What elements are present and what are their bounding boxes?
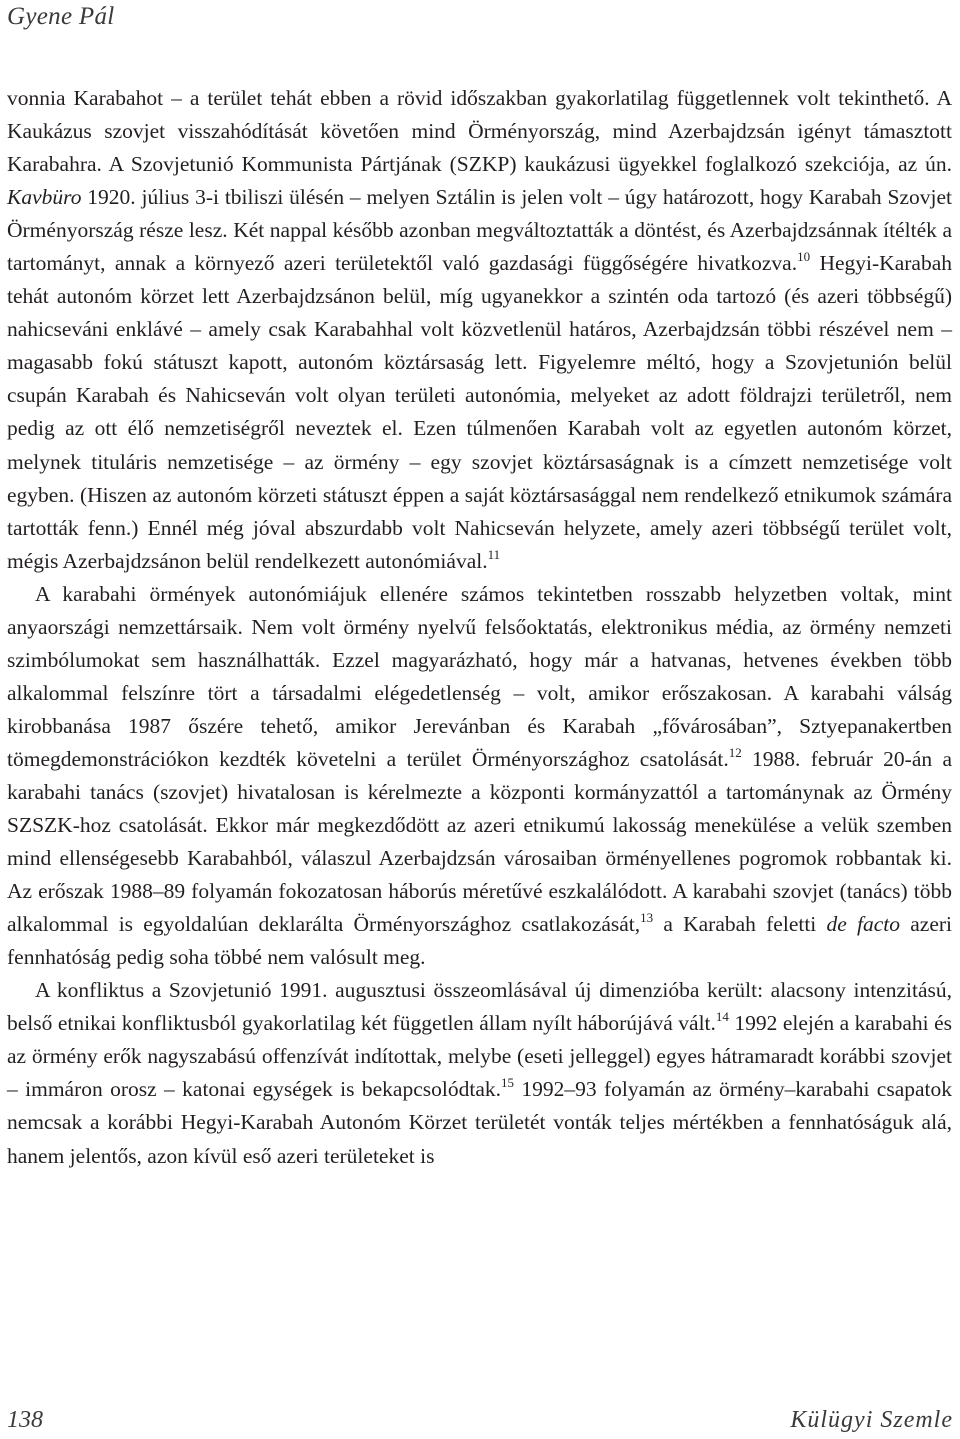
text-run: 1988. február 20-án a karabahi tanács (szovjet) hivatalosan is kérelmezte a központi kormányzattól a tartománynak az Örmény SZSZK-hoz csatolását. Ekkor már megkezdődött az azeri etnikumú lakosság menekülése a velük szemben mind ellenségesebb Karabahból, válaszul Azerbajdzsán városaiban örményellenes pogromok robbantak ki. Az erőszak 1988–89 folyamán fokozatosan háborús méretűvé eszkalálódott. A karabahi szovjet (tanács) több alkalommal is egyoldalúan deklarálta Örményországhoz csatlakozását, bbox=[7, 746, 953, 937]
text-run: a Karabah feletti bbox=[653, 912, 827, 937]
footnote-ref: 12 bbox=[728, 744, 742, 760]
paragraph-2 bbox=[7, 578, 952, 975]
page-number: 138 bbox=[7, 1407, 43, 1433]
text-run: Hegyi-Karabah tehát autonóm körzet lett Azerbajdzsánon belül, míg ugyanekkor a szintén oda tartozó (és azeri többségű) nahicseváni enklávé – amely csak Karabahhal volt közvetlenül határos, Azerbajdzsán többi részével nem – magasabb fokú státuszt kapott, autonóm köztársaság lett. Figyelemre méltó, hogy a Szovjetunión belül csupán Karabah és Nahicseván volt olyan területi autonómia, melyeket az adott földrajzi területről, nem pedig az ott élő nemzetiségről neveztek el. Ezen túlmenően Karabah volt az egyetlen autonóm körzet, melynek tituláris nemzetisége – az örmény – egy szovjet köztársaságnak is a címzett nemzetisége volt egyben. (Hiszen az autonóm körzeti státuszt éppen a saját köztársasággal nem rendelkező etnikumok számára tartották fenn.) Ennél még jóval abszurdabb volt Nahicseván helyzete, amely azeri többségű terület volt, mégis Azerbajdzsánon belül rendelkezett autonómiával. bbox=[7, 251, 952, 573]
text-run: A konfliktus a Szovjetunió 1991. augusztusi összeomlásával új dimenzióba került: alacsony intenzitású, belső etnikai konfliktusból gyakorlatilag két független állam nyílt háborújává vált. bbox=[7, 978, 952, 1036]
text-run: 1920. július 3-i tbiliszi ülésén – melyen Sztálin is jelen volt – úgy határozott, hogy Karabah Szovjet Örményország része lesz. Két nappal később azonban megváltoztatták a döntést, és Azerbajdzsánnak ítélték a tartományt, annak a környező azeri területektől való gazdasági függőségére hivatkozva. bbox=[7, 185, 952, 276]
text-run: vonnia Karabahot – a terület tehát ebben a rövid időszakban gyakorlatilag függetlennek volt tekinthető. A Kaukázus szovjet visszahódítását követően mind Örményország, mind Azerbajdzsán igényt támasztott Karabahra. A Szovjetunió Kommunista Pártjának (SZKP) kaukázusi ügyekkel foglalkozó szekciója, az ún. bbox=[7, 86, 952, 177]
footnote-ref: 11 bbox=[487, 546, 501, 562]
italic-term: de facto bbox=[826, 912, 901, 937]
text-run: 1992–93 folyamán az örmény–karabahi csapatok nemcsak a korábbi Hegyi-Karabah Autonóm Körzet területét vonták teljes mértékben a fennhatóságuk alá, hanem jelentős, azon kívül eső azeri területeket is bbox=[7, 1077, 952, 1168]
footnote-ref: 10 bbox=[797, 249, 811, 265]
italic-term: Kavbüro bbox=[7, 185, 82, 210]
journal-name: Külügyi Szemle bbox=[790, 1407, 953, 1433]
paragraph-3 bbox=[7, 974, 952, 1172]
paragraph-1 bbox=[7, 82, 952, 578]
running-head-author: Gyene Pál bbox=[7, 3, 115, 30]
text-run: A karabahi örmények autonómiájuk ellenére számos tekintetben rosszabb helyzetben voltak, mint anyaországi nemzettársaik. Nem volt örmény nyelvű felsőoktatás, elektronikus média, az örmény nemzeti szimbólumokat sem használhatták. Ezzel magyarázható, hogy már a hatvanas, hetvenes években több alkalommal felszínre tört a társadalmi elégedetlenség – volt, amikor erőszakosan. A karabahi válság kirobbanása 1987 őszére tehető, amikor Jerevánban és Karabah „fővárosában”, Sztyepanakertben tömegdemonstrációkon kezdték követelni a terület Örményországhoz csatolását. bbox=[7, 581, 952, 771]
text-run: 1992 elején a karabahi és az örmény erők nagyszabású offenzívát indítottak, melybe (eseti jelleggel) egyes hátramaradt korábbi szovjet – immáron orosz – katonai egységek is bekapcsolódtak. bbox=[7, 1011, 952, 1102]
text-run: azeri fennhatóság pedig soha többé nem valósult meg. bbox=[7, 912, 952, 970]
footnote-ref: 14 bbox=[715, 1009, 729, 1025]
footnote-ref: 13 bbox=[640, 910, 654, 926]
article-body bbox=[7, 82, 952, 1173]
footnote-ref: 15 bbox=[500, 1075, 514, 1091]
